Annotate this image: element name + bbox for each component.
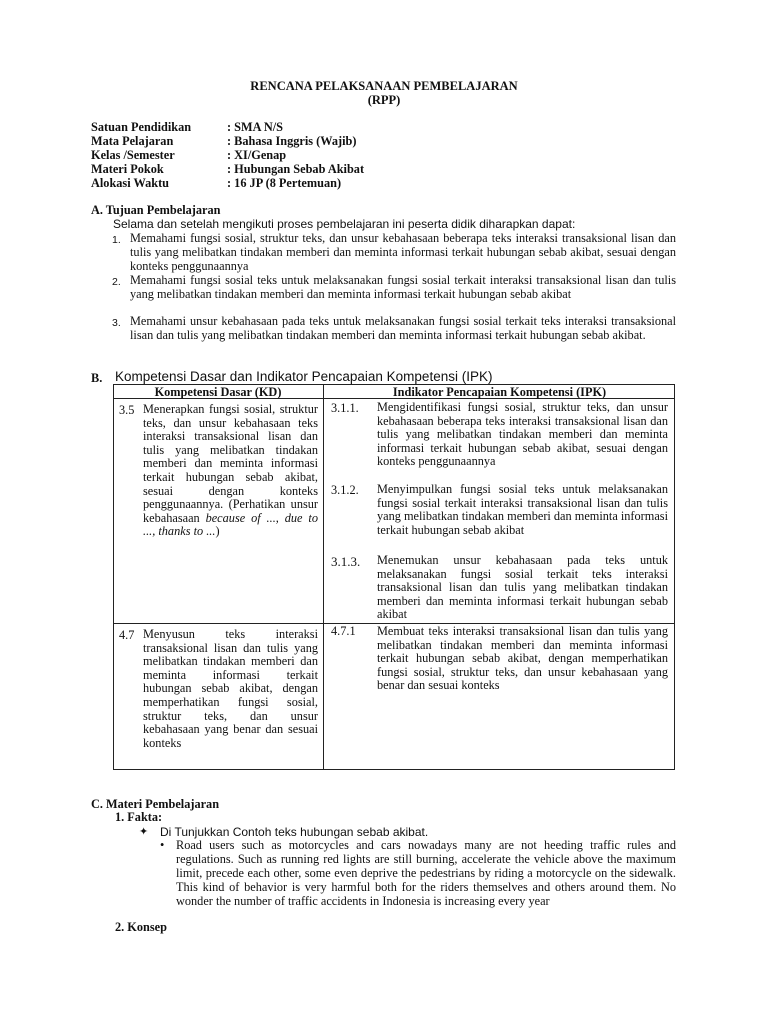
four-point-star-icon: ✦	[139, 826, 149, 838]
section-a-heading: A. Tujuan Pembelajaran	[91, 203, 221, 217]
ipk-number: 3.1.1.	[331, 401, 359, 415]
kd-note-suffix: )	[215, 524, 220, 539]
kd-note-prefix: (Perhatikan unsur kebahasaan	[143, 497, 318, 525]
ipk-number: 3.1.2.	[331, 483, 359, 497]
kd-text: Menyusun teks interaksi transaksional lisan dan tulis yang melibatkan tindakan memberi dan meminta informasi terkait hubungan sebab akibat, dengan memperhatikan fungsi sosial, struktur teks, dan unsur kebahasaan yang benar dan sesuai konteks	[143, 627, 318, 750]
ipk-number: 3.1.3.	[331, 554, 361, 569]
table-header-kd: Kompetensi Dasar (KD)	[154, 385, 282, 399]
identity-value: : XI/Genap	[227, 148, 287, 162]
list-number: 3.	[112, 317, 121, 329]
kd-body: Menerapkan fungsi sosial, struktur teks, dan unsur kebahasaan teks interaksi transaksional lisan dan tulis yang melibatkan tindakan memberi dan meminta informasi terkait hubungan sebab akibat, sesuai dengan konteks penggunaannya.	[143, 402, 318, 512]
kd-text	[143, 403, 318, 539]
section-c-sub1: 1. Fakta:	[115, 810, 163, 824]
ipk-number: 4.7.1	[331, 624, 356, 638]
identity-label: Materi Pokok	[91, 162, 164, 176]
section-c-heading: C. Materi Pembelajaran	[91, 797, 220, 811]
ipk-text: Membuat teks interaksi transaksional lisan dan tulis yang melibatkan tindakan memberi dan meminta informasi terkait hubungan sebab akibat, dengan memperhatikan fungsi sosial, struktur teks, dan unsur kebahasaan yang benar dan sesuai konteks	[377, 624, 668, 693]
identity-value: : Hubungan Sebab Akibat	[227, 162, 365, 176]
identity-label: Alokasi Waktu	[91, 176, 170, 190]
identity-value: : SMA N/S	[227, 120, 284, 134]
identity-value: : 16 JP (8 Pertemuan)	[227, 176, 342, 190]
kd-note-italic: because of ..., due to ..., thanks	[143, 510, 318, 539]
identity-label: Kelas /Semester	[91, 148, 175, 162]
section-a-intro: Selama dan setelah mengikuti proses pembelajaran ini peserta didik diharapkan dapat:	[113, 217, 576, 231]
objective-item: Memahami unsur kebahasaan pada teks untuk melaksanakan fungsi sosial terkait teks interaksi transaksional lisan dan tulis yang melibatkan tindakan memberi dan meminta informasi terkait hubungan sebab akibat.	[130, 314, 676, 342]
identity-label: Satuan Pendidikan	[91, 120, 192, 134]
fakta-example-text: Road users such as motorcycles and cars nowadays many are not heeding traffic rules and regulations. Such as running red lights are still burning, accelerate the vehicle above the maximum limit, precede each other, some even deprive the pedestrians by riding a motorcycle on the sidewalk. This kind of behavior is very harmful both for the riders themselves and others around them. No wonder the number of traffic accidents in Indonesia is increasing every year	[176, 838, 676, 908]
ipk-text: Mengidentifikasi fungsi sosial, struktur teks, dan unsur kebahasaan beberapa teks interaksi transaksional lisan dan tulis yang melibatkan tindakan memberi dan meminta informasi terkait hubungan sebab akibat, sesuai dengan konteks penggunaannya	[377, 400, 668, 469]
section-c-sub2: 2. Konsep	[115, 920, 167, 934]
round-bullet-icon: •	[160, 838, 165, 852]
document-subtitle: (RPP)	[367, 93, 401, 107]
objective-item: Memahami fungsi sosial, struktur teks, dan unsur kebahasaan beberapa teks interaksi transaksional lisan dan tulis yang melibatkan tindakan memberi dan meminta informasi terkait hubungan sebab akibat, sesuai dengan konteks penggunaannya	[130, 231, 676, 273]
identity-label: Mata Pelajaran	[91, 134, 174, 148]
kd-number: 4.7	[119, 628, 135, 642]
ipk-text: Menemukan unsur kebahasaan pada teks untuk melaksanakan fungsi sosial terkait teks interaksi transaksional lisan dan tulis yang melibatkan tindakan memberi dan meminta informasi terkait hubungan sebab akibat	[377, 553, 668, 622]
objective-item: Memahami fungsi sosial teks untuk melaksanakan fungsi sosial terkait interaksi transaksional lisan dan tulis yang melibatkan tindakan memberi dan meminta informasi terkait hubungan sebab akibat	[130, 273, 676, 301]
table-header-ipk: Indikator Pencapaian Kompetensi (IPK)	[392, 385, 607, 399]
identity-value: : Bahasa Inggris (Wajib)	[227, 134, 357, 148]
list-number: 2.	[112, 276, 121, 288]
table-column-divider	[323, 384, 324, 770]
ipk-text: Menyimpulkan fungsi sosial teks untuk melaksanakan fungsi sosial terkait interaksi transaksional lisan dan tulis yang melibatkan tindakan memberi dan meminta informasi terkait hubungan sebab akibat	[377, 482, 668, 537]
kd-number: 3.5	[119, 403, 135, 417]
list-number: 1.	[112, 234, 121, 246]
section-b-heading: Kompetensi Dasar dan Indikator Pencapaian Kompetensi (IPK)	[115, 369, 493, 384]
kd-note-italic: to ...	[193, 524, 216, 539]
fakta-intro: Di Tunjukkan Contoh teks hubungan sebab akibat.	[160, 825, 429, 839]
document-title: RENCANA PELAKSANAAN PEMBELAJARAN	[250, 79, 518, 93]
section-b-letter: B.	[91, 371, 103, 385]
